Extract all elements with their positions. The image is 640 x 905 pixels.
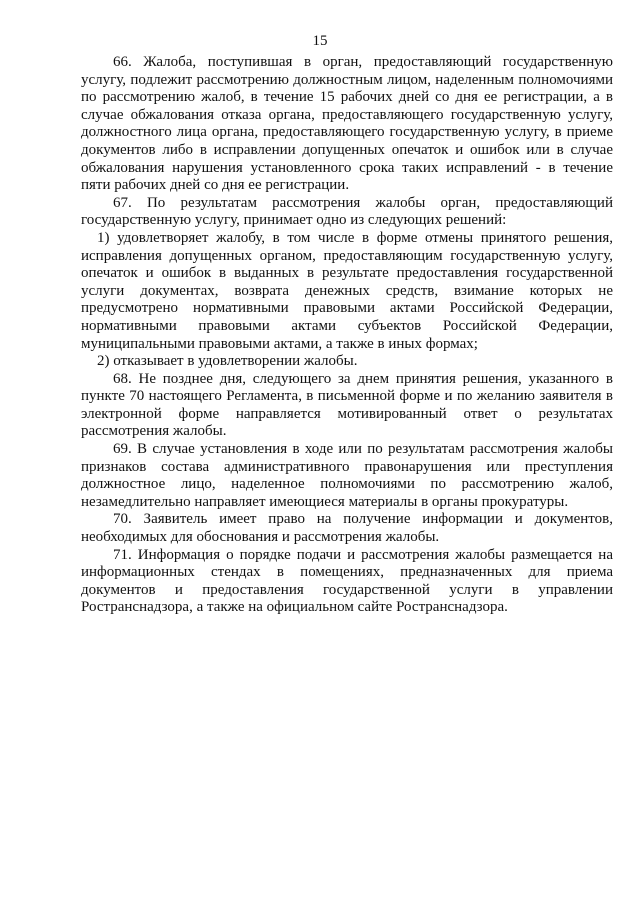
paragraph-69: 69. В случае установления в ходе или по результатам рассмотрения жалобы признаков состава административного правонарушения или преступления должностное лицо, наделенное полномочиями по рассмотрению жалоб, незамедлительно направляет имеющиеся материалы в органы прокуратуры. — [81, 441, 613, 510]
page-number: 15 — [312, 33, 328, 49]
paragraph-67-item-2: 2) отказывает в удовлетворении жалобы. — [97, 353, 358, 370]
paragraph-67-item-1: 1) удовлетворяет жалобу, в том числе в форме отмены принятого решения, исправления допущенных органом, предоставляющим государственную услугу, опечаток и ошибок в выданных в результате предоставления государственной услуги документах, возврата денежных средств, взимание которых не предусмотрено нормативными правовыми актами Российской Федерации, нормативными правовыми актами субъектов Российской Федерации, муниципальными правовыми актами, а также в иных формах; — [81, 229, 613, 352]
paragraph-70: 70. Заявитель имеет право на получение информации и документов, необходимых для обоснования и рассмотрения жалобы. — [81, 511, 613, 546]
paragraph-71: 71. Информация о порядке подачи и рассмотрения жалобы размещается на информационных стендах в помещениях, предназначенных для приема документов и предоставления государственной услуги в управлении Ространснадзора, а также на официальном сайте Ространснадзора. — [81, 546, 613, 616]
paragraph-68: 68. Не позднее дня, следующего за днем принятия решения, указанного в пункте 70 настоящего Регламента, в письменной форме и по желанию заявителя в электронной форме направляется мотивированный ответ о результатах рассмотрения жалобы. — [81, 370, 613, 440]
document-body — [81, 54, 613, 617]
paragraph-66: 66. Жалоба, поступившая в орган, предоставляющий государственную услугу, подлежит рассмотрению должностным лицом, наделенным полномочиями по рассмотрению жалоб, в течение 15 рабочих дней со дня ее регистрации, а в случае обжалования отказа органа, предоставляющего государственную услугу, должностного лица органа, предоставляющего государственную услугу, в приеме документов либо в исправлении допущенных опечаток и ошибок или в случае обжалования нарушения установленного срока таких исправлений - в течение пяти рабочих дней со дня ее регистрации. — [81, 54, 613, 194]
paragraph-67: 67. По результатам рассмотрения жалобы орган, предоставляющий государственную услугу, принимает одно из следующих решений: — [81, 194, 613, 229]
